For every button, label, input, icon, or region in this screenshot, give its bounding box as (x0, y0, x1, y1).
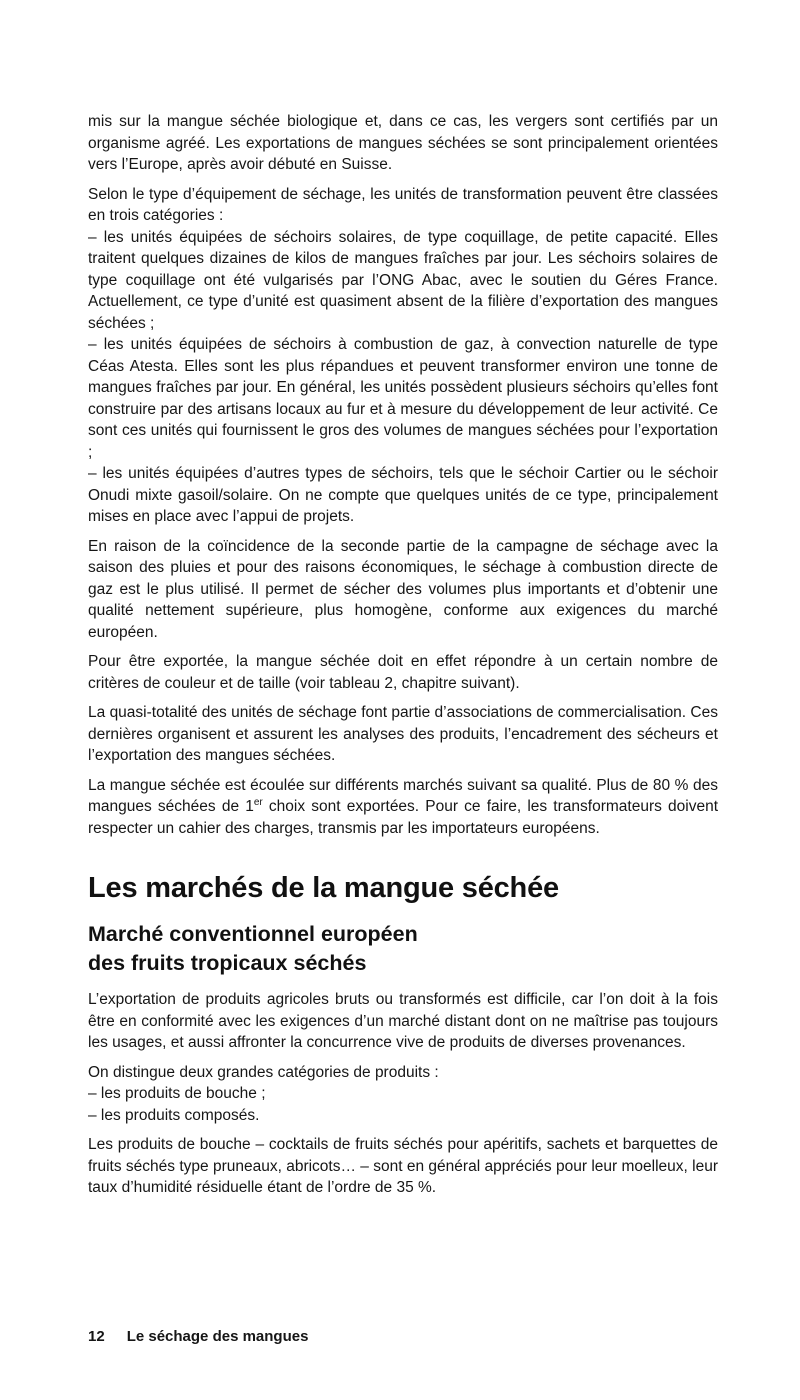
paragraph-export-difficulty: L’exportation de produits agricoles bruts ou transformés est difficile, car l’on doit à la fois être en conformité avec les exigences d’un marché distant dont on ne maîtrise pas toujours les usages, et aussi affronter la concurrence vive de produits de diverses provenances. (88, 991, 718, 1051)
text-fragment: La mangue séchée est écoulée sur différents marchés suivant sa qualité. Plus de 80 % des mangues séchées de 1 (88, 776, 718, 815)
page-content (88, 111, 718, 1207)
running-title: Le séchage des mangues (126, 1328, 309, 1345)
paragraph-markets-quality (88, 775, 718, 840)
list-item-gas-dryers: – les unités équipées de séchoirs à combustion de gaz, à convection naturelle de type Céas Atesta. Elles sont les plus répandues et peuvent transformer environ une tonne de mangues fraîches par jour. En général, les unités possèdent plusieurs séchoirs qu’elles font construire par des artisans locaux au fur et à mesure du développement de leur activité. Ce sont ces unités qui fournissent le gros des volumes de mangues séchées pour l’exportation ; (88, 336, 718, 461)
paragraph-intro-continuation: mis sur la mangue séchée biologique et, dans ce cas, les vergers sont certifiés par un organisme agréé. Les exportations de mangues séchées se sont principalement orientées vers l’Europe, après avoir débuté en Suisse. (88, 113, 718, 173)
drying-categories-block (88, 184, 718, 528)
heading-line-2: des fruits tropicaux séchés (88, 951, 367, 975)
paragraph-associations: La quasi-totalité des unités de séchage font partie d’associations de commercialisation. Ces dernières organisent et assurent les analyses des produits, l’encadrement des sécheurs et l’exportation des mangues séchées. (88, 704, 718, 764)
product-categories-block (88, 1062, 718, 1127)
paragraph-gas-drying-reason: En raison de la coïncidence de la seconde partie de la campagne de séchage avec la saison des pluies et pour des raisons économiques, le séchage à combustion directe de gaz est le plus utilisé. Il permet de sécher des volumes plus importants et d’obtenir une qualité nettement supérieure, plus homogène, conforme aux exigences du marché européen. (88, 537, 718, 641)
list-item-other-dryers: – les unités équipées d’autres types de séchoirs, tels que le séchoir Cartier ou le séchoir Onudi mixte gasoil/solaire. On ne compte que quelques unités de ce type, principalement mises en place avec l’appui de projets. (88, 465, 718, 525)
list-item-produits-composes: – les produits composés. (88, 1106, 260, 1124)
page-number: 12 (88, 1328, 105, 1345)
list-item-solar-dryers: – les unités équipées de séchoirs solaires, de type coquillage, de petite capacité. Elles traitent quelques dizaines de kilos de mangues fraîches par jour. Les séchoirs solaires de type coquillage ont été vulgarisés par l’ONG Abac, avec le soutien du Géres France. Actuellement, ce type d’unité est quasiment absent de la filière d’exportation des mangues séchées ; (88, 228, 718, 332)
product-categories-intro: On distingue deux grandes catégories de produits : (88, 1063, 439, 1081)
heading-line-1: Marché conventionnel européen (88, 922, 418, 946)
paragraph-produits-bouche-detail: Les produits de bouche – cocktails de fruits séchés pour apéritifs, sachets et barquettes de fruits séchés type pruneaux, abricots… – sont en général appréciés pour leur moelleux, leur taux d’humidité résiduelle étant de l’ordre de 35 %. (88, 1136, 718, 1196)
paragraph-export-criteria: Pour être exportée, la mangue séchée doit en effet répondre à un certain nombre de critères de couleur et de taille (voir tableau 2, chapitre suivant). (88, 653, 718, 692)
page-footer (88, 1328, 308, 1346)
categories-intro: Selon le type d’équipement de séchage, les unités de transformation peuvent être classées en trois catégories : (88, 185, 718, 224)
subsection-heading-marche-conventionnel (88, 920, 718, 978)
list-item-produits-bouche: – les produits de bouche ; (88, 1085, 266, 1102)
text-fragment: choix sont exportées. Pour ce faire, les transformateurs doivent respecter un cahier des charges, transmis par les importateurs européens. (88, 798, 718, 837)
section-heading-marches: Les marchés de la mangue séchée (88, 872, 559, 904)
ordinal-superscript: er (253, 796, 263, 808)
